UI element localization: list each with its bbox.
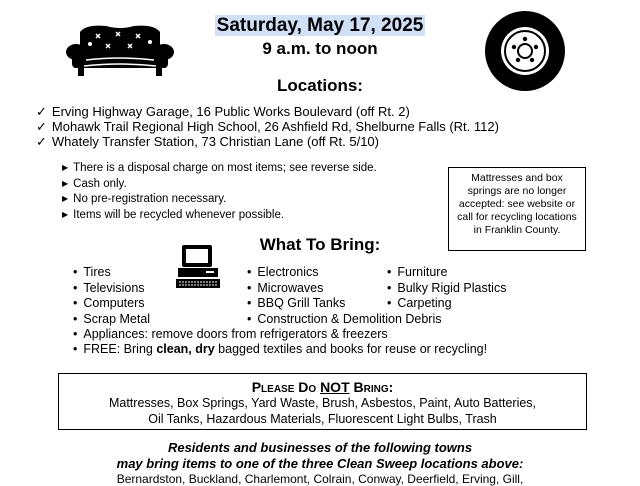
location-item: ✓ Erving Highway Garage, 16 Public Works Boulevard (off Rt. 2)	[36, 104, 499, 119]
bring-item: • Carpeting	[387, 296, 506, 312]
bring-item: • Computers	[73, 296, 150, 312]
bring-column-1	[73, 265, 150, 327]
bring-item: • Electronics	[247, 265, 442, 281]
note-item: ▶ Cash only.	[62, 177, 377, 193]
do-not-bring-box	[58, 373, 587, 430]
free-items-note: • FREE: Bring clean, dry bagged textiles and books for reuse or recycling!	[73, 342, 487, 358]
appliances-note: • Appliances: remove doors from refrigerators & freezers	[73, 327, 388, 343]
do-not-bring-line: Oil Tanks, Hazardous Materials, Fluorescent Light Bulbs, Trash	[148, 411, 497, 426]
location-item: ✓ Whately Transfer Station, 73 Christian Lane (off Rt. 5/10)	[36, 134, 499, 149]
bring-item: • Construction & Demolition Debris	[247, 312, 442, 328]
bring-item: • Furniture	[387, 265, 506, 281]
note-item: ▶ Items will be recycled whenever possible.	[62, 208, 377, 224]
what-to-bring-heading: What To Bring:	[259, 235, 381, 254]
towns-list: Bernardston, Buckland, Charlemont, Colrain, Conway, Deerfield, Erving, Gill,	[116, 472, 524, 486]
locations-heading: Locations:	[277, 76, 363, 95]
bring-item: • Tires	[73, 265, 150, 281]
bring-item: • Televisions	[73, 281, 150, 297]
mattress-notice: Mattresses and box springs are no longer accepted: see website or call for recycling locations in Franklin County.	[448, 167, 586, 251]
location-item: ✓ Mohawk Trail Regional High School, 26 Ashfield Rd, Shelburne Falls (Rt. 112)	[36, 119, 499, 134]
towns-heading-2: may bring items to one of the three Clean Sweep locations above:	[116, 456, 524, 471]
note-item: ▶ There is a disposal charge on most items; see reverse side.	[62, 161, 377, 177]
notes-list	[62, 161, 377, 223]
note-item: ▶ No pre-registration necessary.	[62, 192, 377, 208]
event-date: Saturday, May 17, 2025	[216, 15, 424, 36]
towns-heading-1: Residents and businesses of the following towns	[167, 440, 473, 455]
bring-item: • Scrap Metal	[73, 312, 150, 328]
bring-item: • Microwaves	[247, 281, 442, 297]
event-time: 9 a.m. to noon	[262, 39, 378, 58]
bring-item: • BBQ Grill Tanks	[247, 296, 442, 312]
bring-item: • Bulky Rigid Plastics	[387, 281, 506, 297]
bring-column-3	[387, 265, 506, 312]
locations-list	[36, 104, 499, 149]
do-not-bring-title: Please Do NOT Bring:	[251, 379, 394, 395]
do-not-bring-line: Mattresses, Box Springs, Yard Waste, Brush, Asbestos, Paint, Auto Batteries,	[108, 396, 537, 410]
